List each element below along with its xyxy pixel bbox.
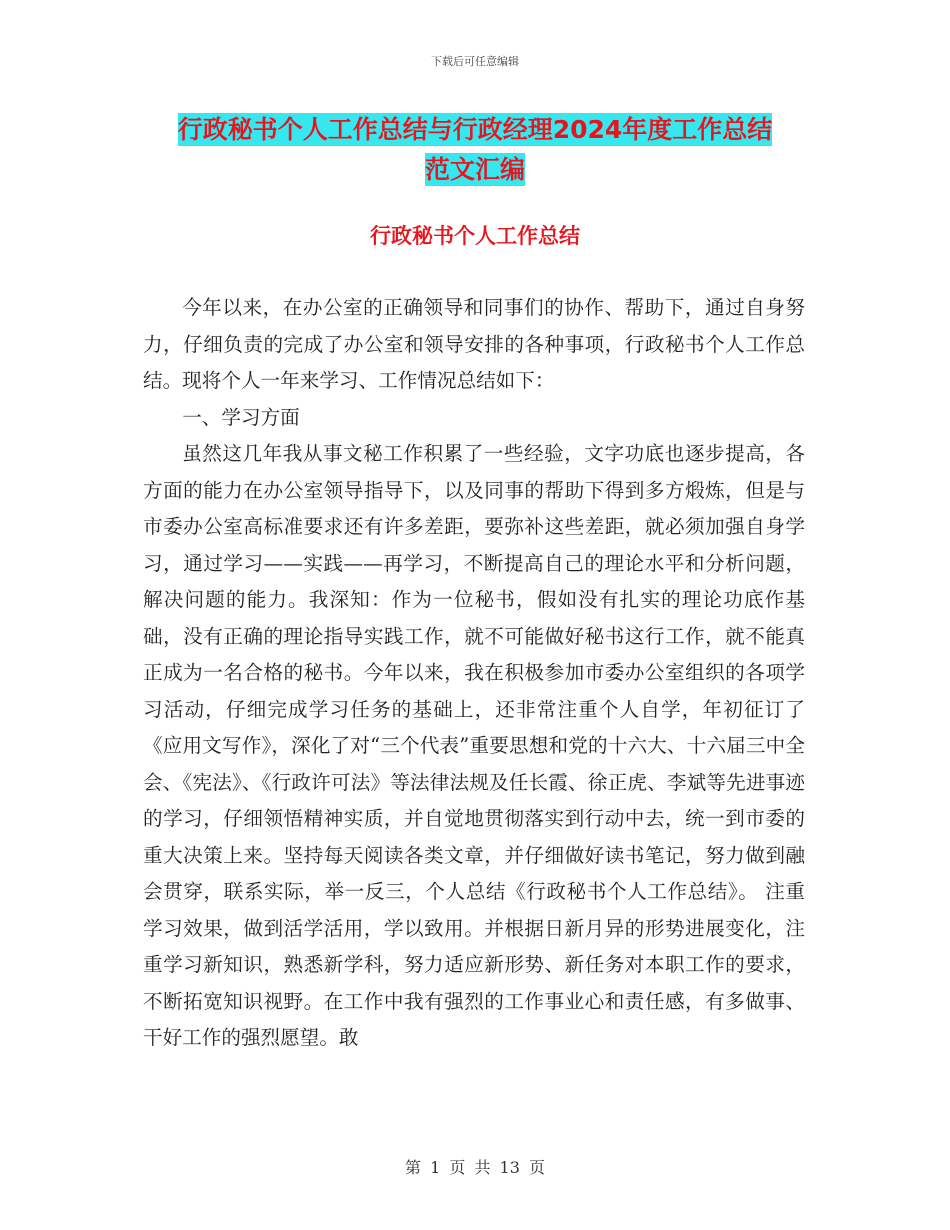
body-paragraph: 虽然这几年我从事文秘工作积累了一些经验，文字功底也逐步提高，各方面的能力在办公室领导指导下，以及同事的帮助下得到多方煅炼，但是与市委办公室高标准要求还有许多差距，要弥补这些差距，就必须加强自身学习，通过学习——实践——再学习，不断提高自己的理论水平和分析问题，解决问题的能力。我深知：作为一位秘书，假如没有扎实的理论功底作基础，没有正确的理论指导实践工作，就不可能做好秘书这行工作，就不能真正成为一名合格的秘书。今年以来，我在积极参加市委办公室组织的各项学习活动，仔细完成学习任务的基础上，还非常注重个人自学，年初征订了《应用文写作》，深化了对“三个代表”重要思想和党的十六大、十六届三中全会、《宪法》、《行政许可法》等法律法规及任长霞、徐正虎、李斌等先进事迹的学习，仔细领悟精神实质，并自觉地贯彻落实到行动中去，统一到市委的重大决策上来。坚持每天阅读各类文章，并仔细做好读书笔记，努力做到融会贯穿，联系实际，举一反三，个人总结《行政秘书个人工作总结》。 注重学习效果，做到活学活用，学以致用。并根据日新月异的形势进展变化，注重学习新知识，熟悉新学科，努力适应新形势、新任务对本职工作的要求，不断拓宽知识视野。在工作中我有强烈的工作事业心和责任感，有多做事、干好工作的强烈愿望。敢 (143, 442, 805, 1049)
document-title (0, 110, 950, 190)
body-paragraph-heading: 一、学习方面 (182, 405, 300, 429)
document-title-line-1: 行政秘书个人工作总结与行政经理2024年度工作总结 (177, 115, 773, 144)
section-title: 行政秘书个人工作总结 (370, 224, 580, 248)
document-body (143, 290, 805, 1057)
document-title-line-2: 范文汇编 (424, 155, 525, 184)
page-footer: 第 1 页 共 13 页 (405, 1158, 545, 1177)
body-paragraph: 今年以来，在办公室的正确领导和同事们的协作、帮助下，通过自身努力，仔细负责的完成了办公室和领导安排的各种事项，行政秘书个人工作总结。现将个人一年来学习、工作情况总结如下： (143, 296, 805, 392)
header-note: 下载后可任意编辑 (431, 55, 519, 68)
